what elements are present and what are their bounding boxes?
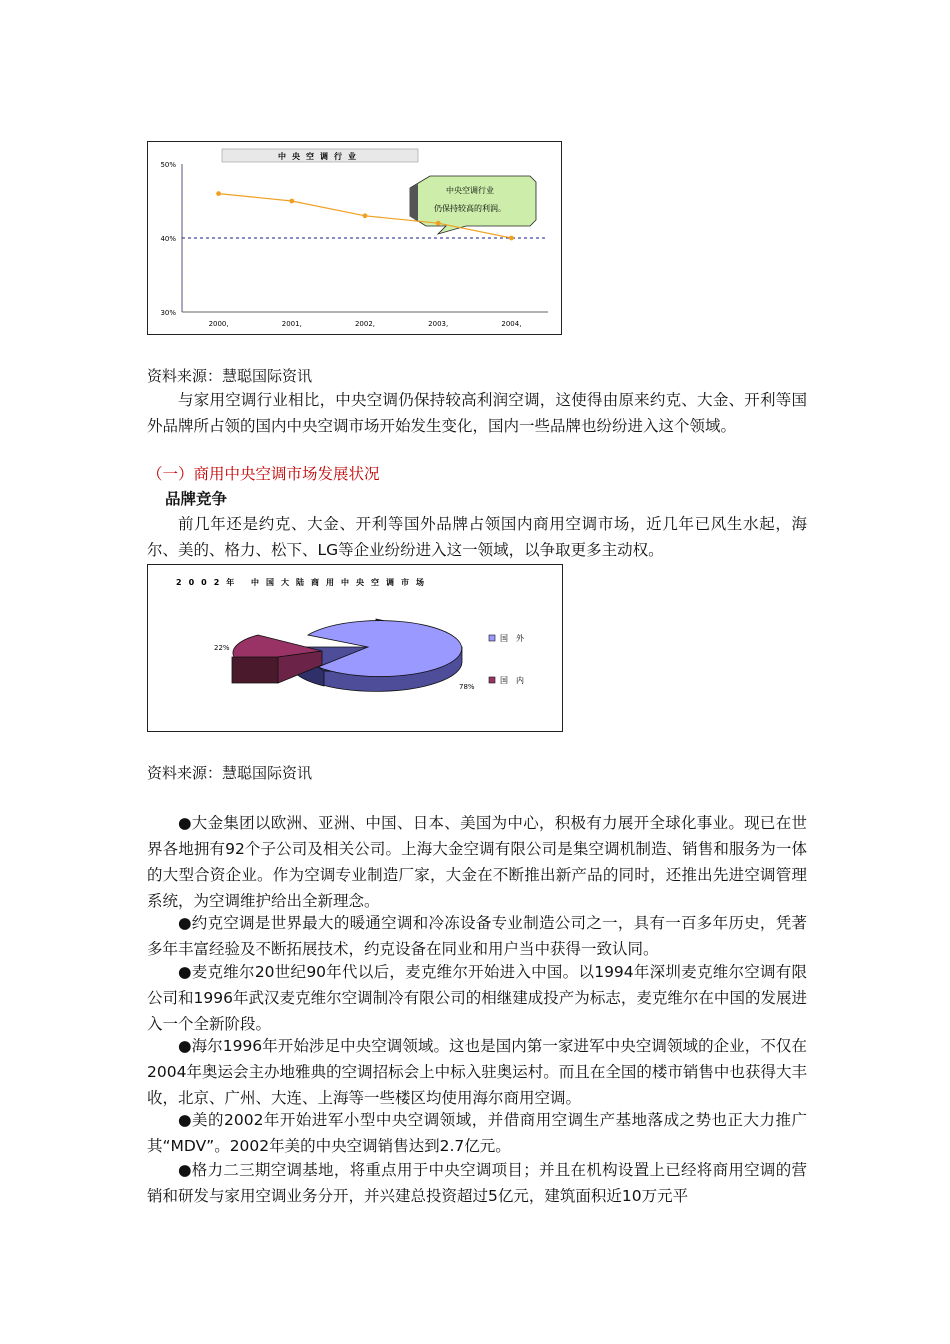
data-point bbox=[363, 213, 368, 218]
bullet-mcquay: ●麦克维尔20世纪90年代以后，麦克维尔开始进入中国。以1994年深圳麦克维尔空调有限公司和1996年武汉麦克维尔空调制冷有限公司的相继建成投产为标志，麦克维尔在中国的发展进入一个全新阶段。 bbox=[147, 963, 807, 1033]
pie-graphic bbox=[232, 619, 462, 691]
subheading-brand-competition: 品牌竞争 bbox=[165, 490, 228, 508]
x-tick-label: 2003, bbox=[428, 320, 449, 328]
paragraph-market: 前几年还是约克、大金、开利等国外品牌占领国内商用空调市场，近几年已风生水起，海尔、美的、格力、松下、LG等企业纷纷进入这一领域，以争取更多主动权。 bbox=[147, 515, 807, 559]
legend-label-foreign: 国外 bbox=[500, 634, 532, 643]
legend-swatch-domestic bbox=[489, 677, 495, 683]
x-tick-label: 2000, bbox=[208, 320, 229, 328]
bullet-haier: ●海尔1996年开始涉足中央空调领域。这也是国内第一家进军中央空调领域的企业，不仅在2004年奥运会主办地雅典的空调招标会上中标入驻奥运村。而且在全国的楼市销售中也获得大丰收，北京、广州、大连、上海等一些楼区均使用海尔商用空调。 bbox=[147, 1037, 807, 1107]
x-tick-labels bbox=[209, 320, 522, 328]
data-point bbox=[289, 199, 294, 204]
x-tick-label: 2001, bbox=[281, 320, 302, 328]
section-heading: （一）商用中央空调市场发展状况 bbox=[147, 465, 380, 483]
line-chart-box bbox=[147, 141, 562, 335]
y-tick-label: 30% bbox=[160, 309, 176, 317]
pie-value-domestic: 22% bbox=[214, 644, 230, 652]
bullet-york: ●约克空调是世界最大的暖通空调和冷冻设备专业制造公司之一，具有一百多年历史，凭著多年丰富经验及不断拓展技术，约克设备在同业和用户当中获得一致认同。 bbox=[147, 914, 807, 958]
bullet-midea: ●美的2002年开始进军小型中央空调领域，并借商用空调生产基地落成之势也正大力推广其“MDV”。2002年美的中央空调销售达到2.7亿元。 bbox=[147, 1111, 807, 1155]
legend-label-domestic: 国内 bbox=[500, 676, 532, 685]
data-point bbox=[436, 221, 441, 226]
callout-text-line2: 仍保持较高的利润。 bbox=[434, 204, 506, 213]
x-tick-label: 2002, bbox=[354, 320, 376, 328]
data-point bbox=[509, 236, 514, 241]
bullet-daikin: ●大金集团以欧洲、亚洲、中国、日本、美国为中心，积极有力展开全球化事业。现已在世界各地拥有92个子公司及相关公司。上海大金空调有限公司是集空调机制造、销售和服务为一体的大型合资企业。作为空调专业制造厂家，大金在不断推出新产品的同时，还推出先进空调管理系统，为空调维护给出全新理念。 bbox=[147, 814, 807, 910]
data-point bbox=[216, 191, 221, 196]
source-note-1: 资料来源：慧聪国际资讯 bbox=[147, 367, 313, 385]
pie-chart bbox=[148, 565, 562, 731]
line-chart-title: 中央空调行业 bbox=[278, 152, 362, 161]
y-tick-label: 50% bbox=[160, 161, 176, 169]
pie-value-foreign: 78% bbox=[459, 683, 475, 691]
pie-legend bbox=[489, 633, 532, 685]
bullet-gree: ●格力二三期空调基地，将重点用于中央空调项目；并且在机构设置上已经将商用空调的营销和研发与家用空调业务分开，并兴建总投资超过5亿元，建筑面积近10万元平 bbox=[147, 1161, 807, 1205]
pie-chart-box bbox=[147, 564, 563, 732]
pie-chart-title: 2002年 中国大陆商用中央空调市场 bbox=[176, 578, 432, 587]
x-tick-label: 2004, bbox=[501, 320, 522, 328]
y-tick-label: 40% bbox=[160, 235, 176, 243]
line-chart bbox=[148, 142, 561, 334]
paragraph-intro: 与家用空调行业相比，中央空调仍保持较高利润空调，这使得由原来约克、大金、开利等国外品牌所占领的国内中央空调市场开始发生变化，国内一些品牌也纷纷进入这个领域。 bbox=[147, 391, 807, 435]
source-note-2: 资料来源：慧聪国际资讯 bbox=[147, 764, 313, 782]
callout-annotation bbox=[410, 176, 536, 234]
legend-swatch-foreign bbox=[489, 635, 495, 641]
callout-text-line1: 中央空调行业 bbox=[446, 186, 494, 195]
